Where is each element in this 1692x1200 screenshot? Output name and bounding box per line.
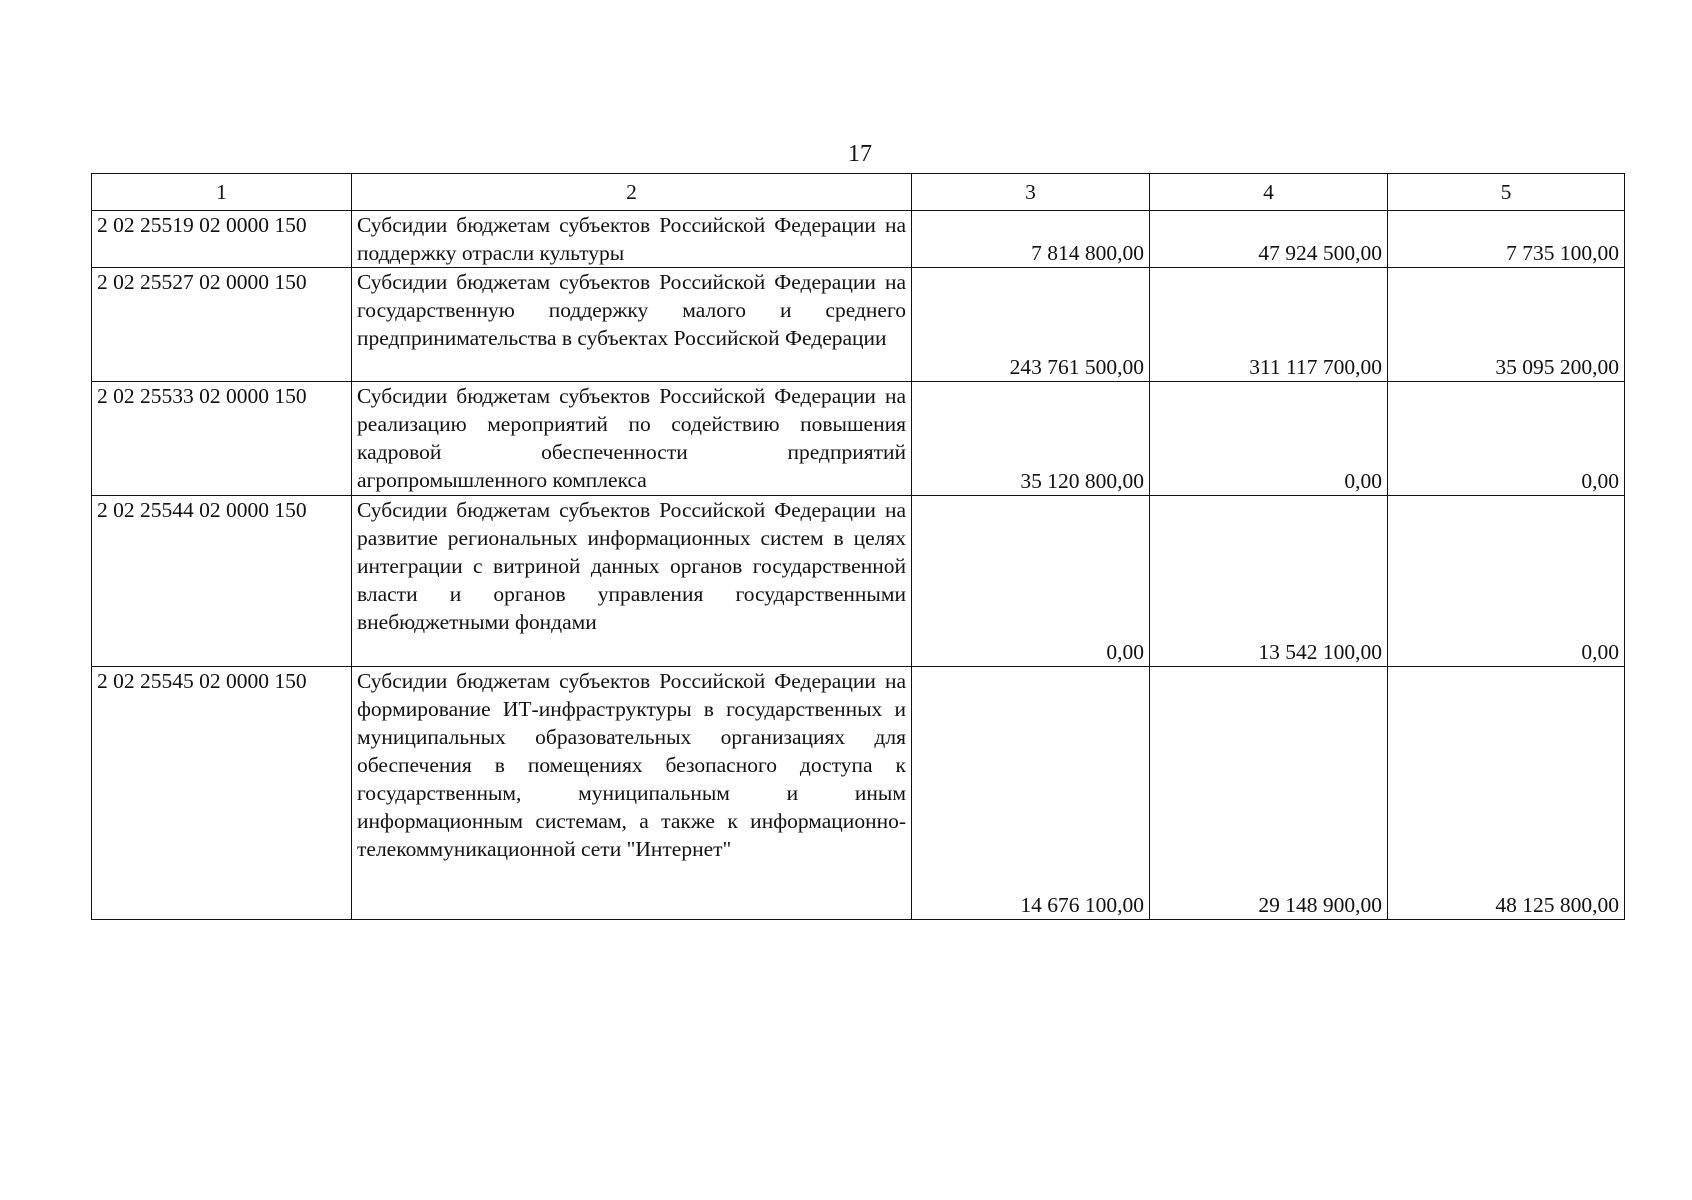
amount-col5-cell: 0,00 bbox=[1388, 496, 1625, 667]
amount-col5-cell: 35 095 200,00 bbox=[1388, 268, 1625, 382]
amount-col4-cell: 311 117 700,00 bbox=[1150, 268, 1388, 382]
table-row bbox=[92, 382, 1625, 496]
amount-col4-cell: 13 542 100,00 bbox=[1150, 496, 1388, 667]
column-header-2: 2 bbox=[352, 174, 912, 211]
amount-col5-cell: 48 125 800,00 bbox=[1388, 667, 1625, 920]
table-header-row bbox=[92, 174, 1625, 211]
column-header-1: 1 bbox=[92, 174, 352, 211]
budget-code-cell: 2 02 25519 02 0000 150 bbox=[92, 211, 352, 268]
column-header-4: 4 bbox=[1150, 174, 1388, 211]
table-row bbox=[92, 667, 1625, 920]
amount-col5-cell: 7 735 100,00 bbox=[1388, 211, 1625, 268]
column-header-3: 3 bbox=[912, 174, 1150, 211]
table-row bbox=[92, 268, 1625, 382]
budget-table bbox=[91, 173, 1625, 920]
page-number: 17 bbox=[848, 141, 872, 167]
budget-code-cell: 2 02 25527 02 0000 150 bbox=[92, 268, 352, 382]
description-cell: Субсидии бюджетам субъектов Российской Федерации на государственную поддержку малого и среднего предпринимательства в субъектах Российской Федерации bbox=[352, 268, 912, 382]
description-cell: Субсидии бюджетам субъектов Российской Федерации на развитие региональных информационных систем в целях интеграции с витриной данных органов государственной власти и органов управления государственными внебюджетными фондами bbox=[352, 496, 912, 667]
amount-col4-cell: 29 148 900,00 bbox=[1150, 667, 1388, 920]
description-cell: Субсидии бюджетам субъектов Российской Федерации на поддержку отрасли культуры bbox=[352, 211, 912, 268]
budget-code-cell: 2 02 25545 02 0000 150 bbox=[92, 667, 352, 920]
budget-code-cell: 2 02 25533 02 0000 150 bbox=[92, 382, 352, 496]
amount-col3-cell: 35 120 800,00 bbox=[912, 382, 1150, 496]
amount-col4-cell: 0,00 bbox=[1150, 382, 1388, 496]
description-cell: Субсидии бюджетам субъектов Российской Федерации на реализацию мероприятий по содействию повышения кадровой обеспеченности предприятий агропромышленного комплекса bbox=[352, 382, 912, 496]
amount-col3-cell: 243 761 500,00 bbox=[912, 268, 1150, 382]
amount-col4-cell: 47 924 500,00 bbox=[1150, 211, 1388, 268]
column-header-5: 5 bbox=[1388, 174, 1625, 211]
amount-col3-cell: 7 814 800,00 bbox=[912, 211, 1150, 268]
amount-col5-cell: 0,00 bbox=[1388, 382, 1625, 496]
budget-code-cell: 2 02 25544 02 0000 150 bbox=[92, 496, 352, 667]
table-row bbox=[92, 496, 1625, 667]
amount-col3-cell: 0,00 bbox=[912, 496, 1150, 667]
amount-col3-cell: 14 676 100,00 bbox=[912, 667, 1150, 920]
table-row bbox=[92, 211, 1625, 268]
description-cell: Субсидии бюджетам субъектов Российской Федерации на формирование ИТ-инфраструктуры в государственных и муниципальных образовательных организациях для обеспечения в помещениях безопасного доступа к государственным, муниципальным и иным информационным системам, а также к информационно-телекоммуникационной сети "Интернет" bbox=[352, 667, 912, 920]
